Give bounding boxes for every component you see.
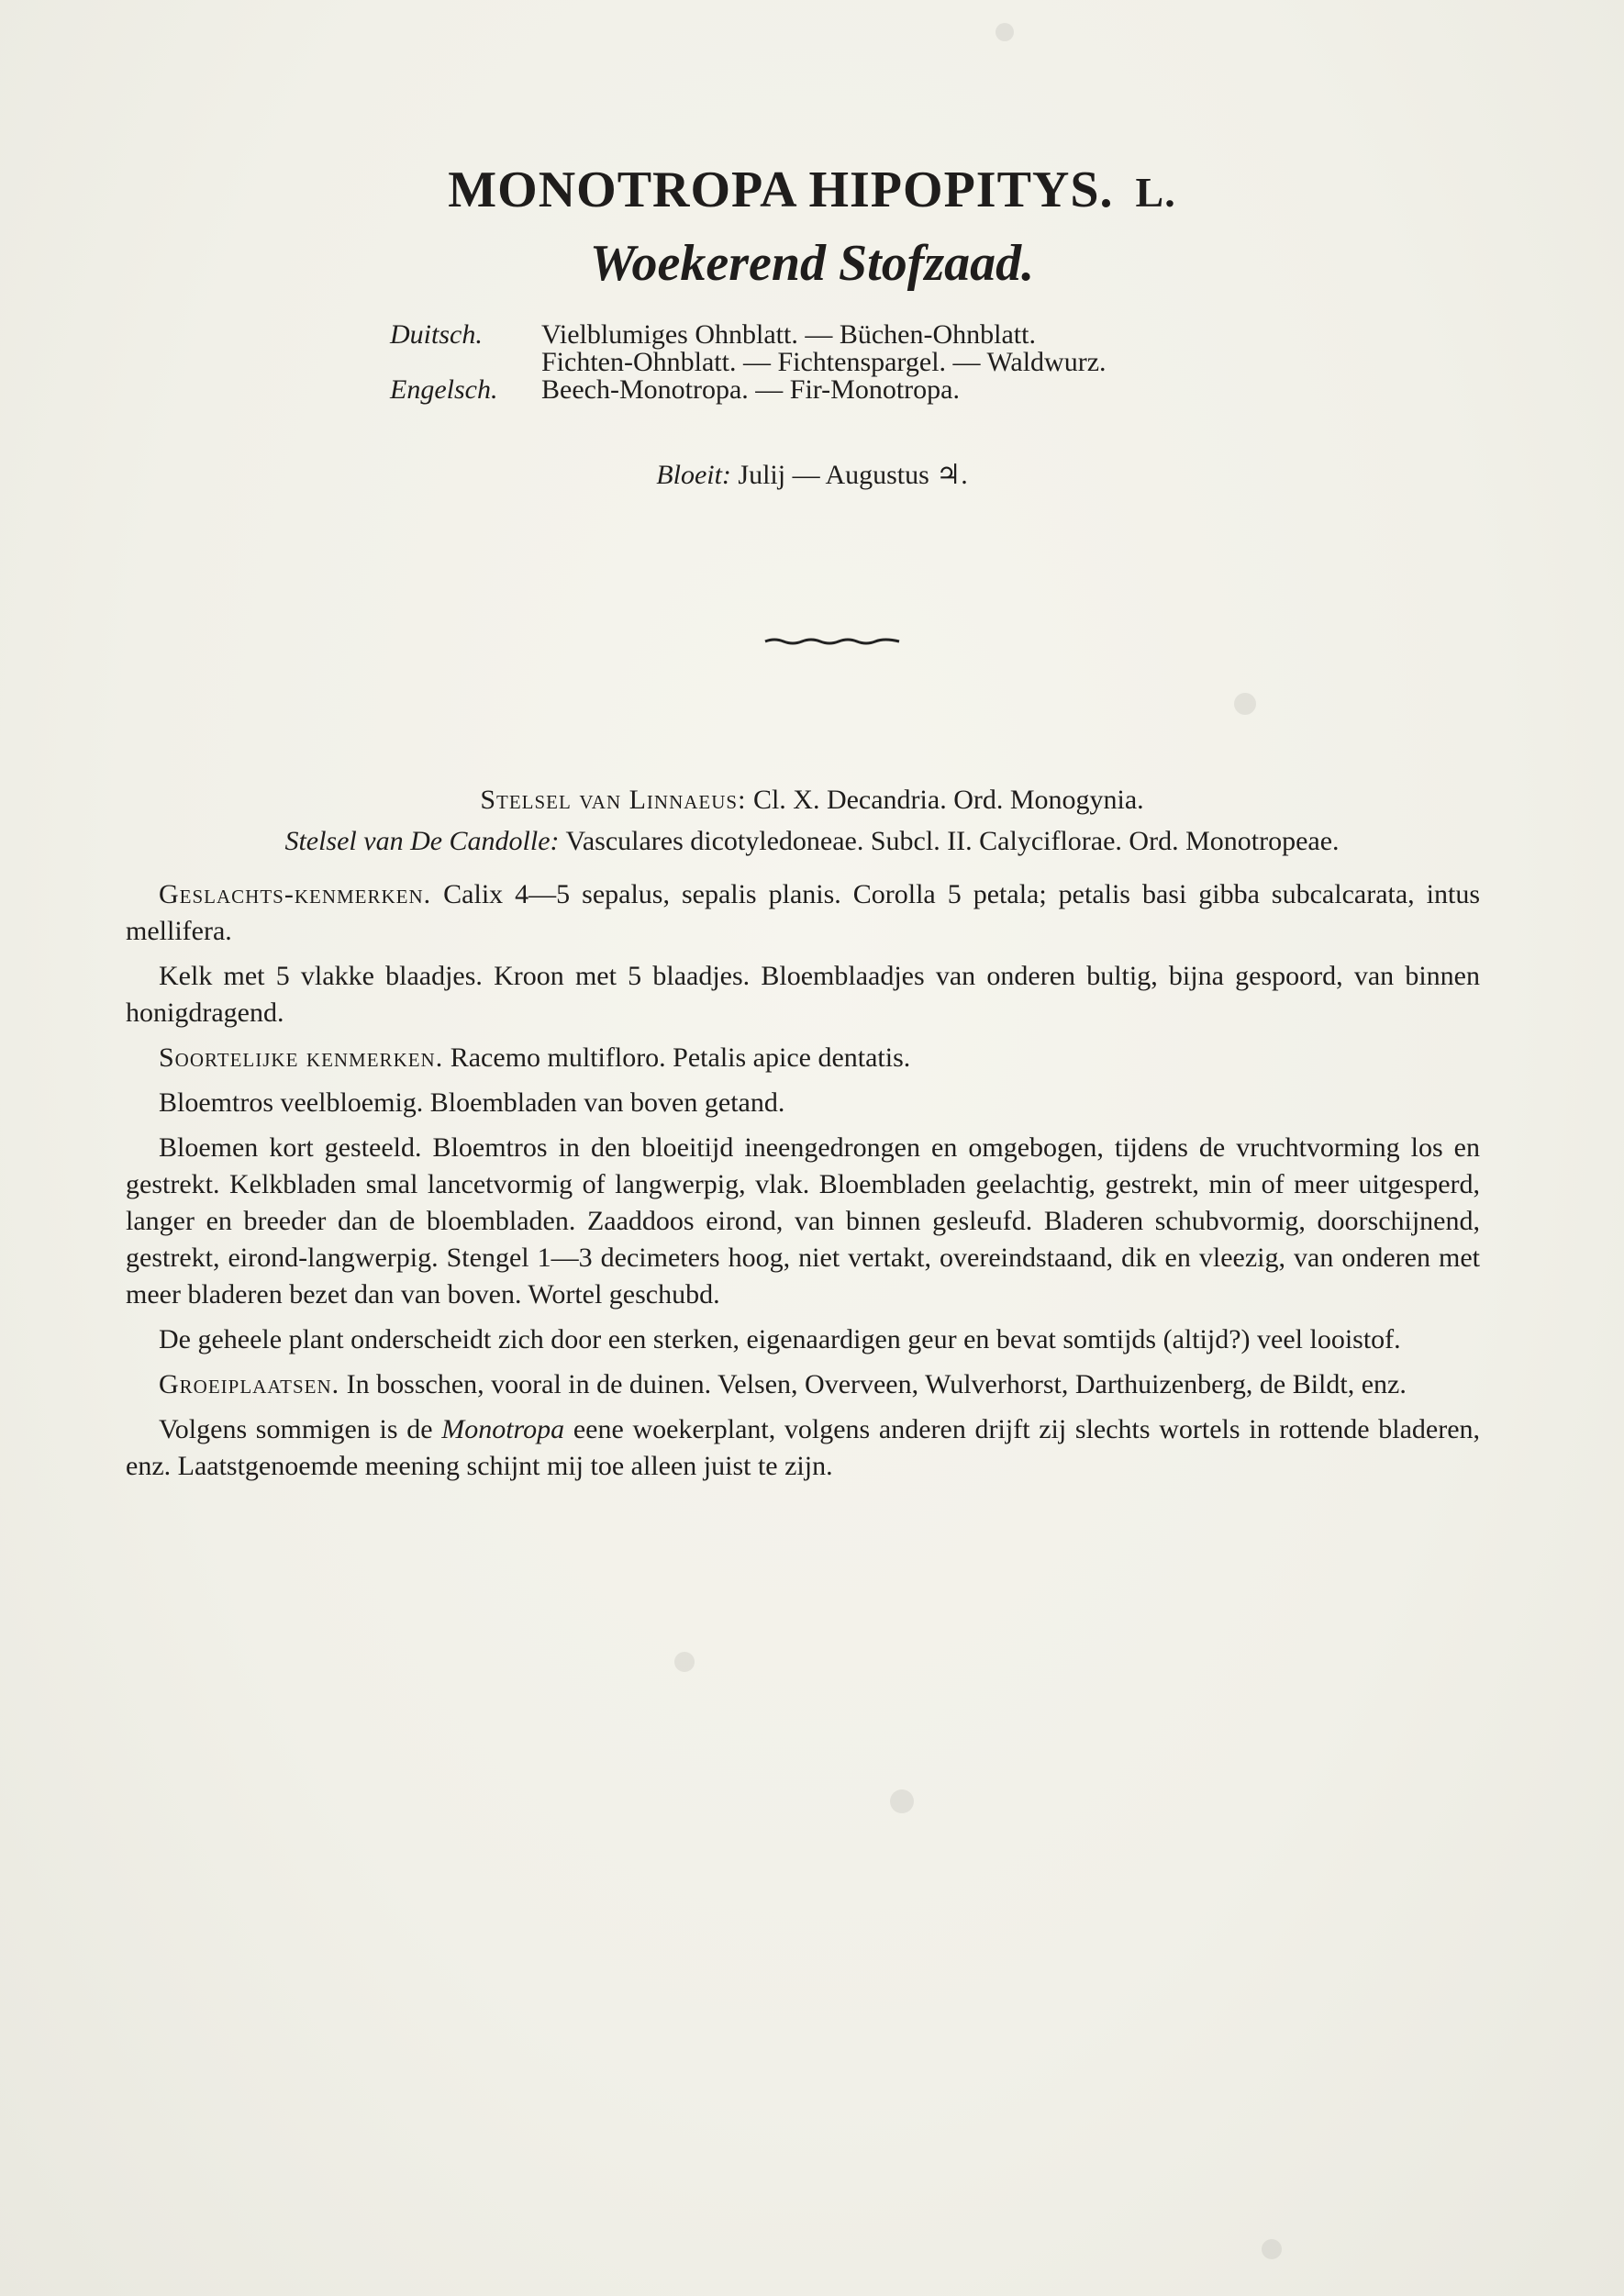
flowering-value: Julij — Augustus ♃.: [738, 460, 968, 490]
paragraph-text: Kelk met 5 vlakke blaadjes. Kroon met 5 blaadjes. Bloemblaadjes van onderen bultig, bijna gespoord, van binnen honigdragend.: [126, 961, 1480, 1028]
paragraph-scent: [126, 1321, 1480, 1358]
paragraph-text: Bloemtros veelbloemig. Bloembladen van boven getand.: [159, 1087, 785, 1118]
paragraph-text: In bosschen, vooral in de duinen. Velsen, Overveen, Wulverhorst, Darthuizenberg, de Bildt, enz.: [346, 1369, 1407, 1399]
species-title: [0, 161, 1624, 219]
linnaeus-system: [0, 785, 1624, 816]
paragraph-text: Bloemen kort gesteeld. Bloemtros in den bloeitijd ineengedrongen en omgebogen, tijdens de vruchtvorming los en gestrekt. Kelkbladen smal lancetvormig of langwerpig, vlak. Bloembladen geelachtig, gestrekt, min of meer uitgesperd, langer en breeder dan de bloembladen. Zaaddoos eirond, van binnen gesleufd. Bladeren schubvormig, doorschijnend, gestrekt, eirond-langwerpig. Stengel 1—3 decimeters hoog, niet vertakt, overeindstaand, dik en vleezig, van onderen met meer bladeren bezet dan van boven. Wortel geschubd.: [126, 1132, 1480, 1310]
section-label: Geslachts-kenmerken.: [159, 879, 432, 909]
paragraph-text: Calix 4—5 sepalus, sepalis planis. Corolla 5 petala; petalis basi gibba subcalcarata, intus mellifera.: [126, 879, 1481, 946]
vernacular-line: Fichten-Ohnblatt. — Fichtenspargel. — Waldwurz.: [541, 347, 1107, 377]
ornamental-divider: [763, 637, 901, 646]
paper-spot: [674, 1652, 695, 1672]
vernacular-row-english: [390, 376, 1262, 404]
species-name: MONOTROPA HIPOPITYS.: [448, 162, 1114, 218]
section-label: Groeiplaatsen.: [159, 1369, 340, 1399]
vernacular-line: Vielblumiges Ohnblatt. — Büchen-Ohnblatt.: [541, 319, 1036, 350]
section-label: Soortelijke kenmerken.: [159, 1042, 444, 1073]
paragraph-species-latin: [126, 1040, 1480, 1076]
paper-spot: [996, 23, 1014, 41]
paragraph-genus-latin: [126, 876, 1480, 950]
dutch-name: Woekerend Stofzaad.: [589, 235, 1035, 292]
decandolle-system: [0, 826, 1624, 857]
flowering-period: [0, 459, 1624, 491]
paragraph-habitat: [126, 1366, 1480, 1403]
paragraph-text: Racemo multifloro. Petalis apice dentatis.: [450, 1042, 911, 1073]
paragraph-description: [126, 1130, 1480, 1313]
paragraph-species-dutch: [126, 1085, 1480, 1121]
vernacular-values: [541, 321, 1262, 376]
paragraph-genus-dutch: [126, 958, 1480, 1031]
vernacular-line: Beech-Monotropa. — Fir-Monotropa.: [541, 374, 960, 405]
description-body: [126, 876, 1480, 1493]
system-value: Vasculares dicotyledoneae. Subcl. II. Calyciflorae. Ord. Monotropeae.: [565, 826, 1340, 856]
vernacular-row-german: [390, 321, 1262, 376]
language-label: Duitsch.: [390, 319, 483, 350]
paragraph-text: eene woekerplant, volgens anderen drijft zij slechts wortels in rottende bladeren, enz. Laatstgenoemde meening schijnt mij toe alleen juist te zijn.: [126, 1414, 1481, 1481]
system-label: Stelsel van Linnaeus:: [480, 785, 747, 815]
paper-spot: [1234, 693, 1256, 715]
paragraph-text: De geheele plant onderscheidt zich door een sterken, eigenaardigen geur en bevat somtijds (altijd?) veel looistof.: [159, 1324, 1401, 1354]
language-label: Engelsch.: [390, 374, 498, 405]
system-label: Stelsel van De Candolle:: [284, 826, 560, 856]
vernacular-values: [541, 376, 1262, 404]
paragraph-parasitism: [126, 1411, 1480, 1485]
vernacular-names: [390, 321, 1262, 404]
flowering-label: Bloeit:: [656, 460, 731, 490]
paragraph-text: Volgens sommigen is de: [159, 1414, 433, 1444]
system-value: Cl. X. Decandria. Ord. Monogynia.: [752, 785, 1144, 815]
paper-spot: [890, 1789, 914, 1813]
species-author: L.: [1135, 169, 1176, 216]
paper-spot: [1262, 2239, 1282, 2259]
genus-italic: Monotropa: [441, 1414, 565, 1444]
